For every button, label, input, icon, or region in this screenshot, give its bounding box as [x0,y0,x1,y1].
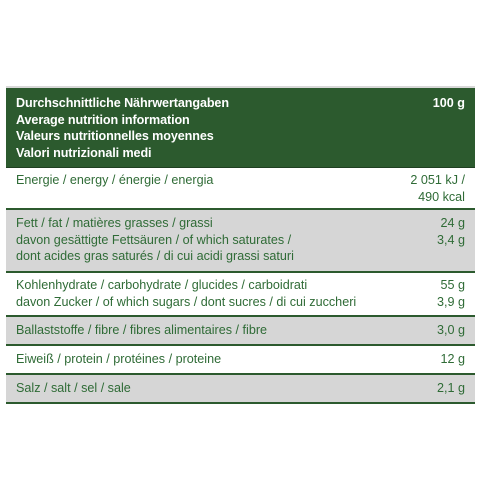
row-label: Eiweiß / protein / protéines / proteine [16,352,222,366]
header-titles [16,95,465,161]
row-label: davon gesättigte Fettsäuren / of which saturates / [16,232,292,247]
row-fat [6,210,475,273]
header-title-fr: Valeurs nutritionnelles moyennes [16,129,214,143]
row-value: 12 g [440,352,465,366]
row-value: 55 g [440,278,465,292]
row-value: 3,0 g [436,323,465,337]
row-label: dont acides gras saturés / di cui acidi grassi saturi [16,249,294,263]
nutrition-header [6,88,475,168]
row-label: Ballaststoffe / fibre / fibres alimentaires / fibre [16,323,268,337]
header-amount: 100 g [432,96,465,110]
row-label: Salz / salt / sel / sale [16,381,131,395]
row-value: 2 051 kJ / [410,173,465,187]
header-title-it: Valori nutrizionali medi [16,145,152,160]
row-protein [6,346,475,375]
row-fibre [6,317,475,346]
row-value: 3,4 g [436,232,465,247]
row-energy [6,168,475,210]
row-value: 490 kcal [418,189,465,204]
row-value: 3,9 g [436,294,465,309]
header-title-de: Durchschnittliche Nährwertangaben [16,96,229,110]
row-salt [6,375,475,404]
row-label: Energie / energy / énergie / energia [16,173,214,187]
row-label: Kohlenhydrate / carbohydrate / glucides / carboidrati [16,278,308,292]
row-value: 2,1 g [436,381,465,395]
row-value: 24 g [440,216,465,230]
row-label: Fett / fat / matières grasses / grassi [16,216,213,230]
row-carbohydrate [6,273,475,317]
nutrition-table [6,86,475,404]
header-title-en: Average nutrition information [16,112,190,127]
row-label: davon Zucker / of which sugars / dont sucres / di cui zuccheri [16,294,357,309]
